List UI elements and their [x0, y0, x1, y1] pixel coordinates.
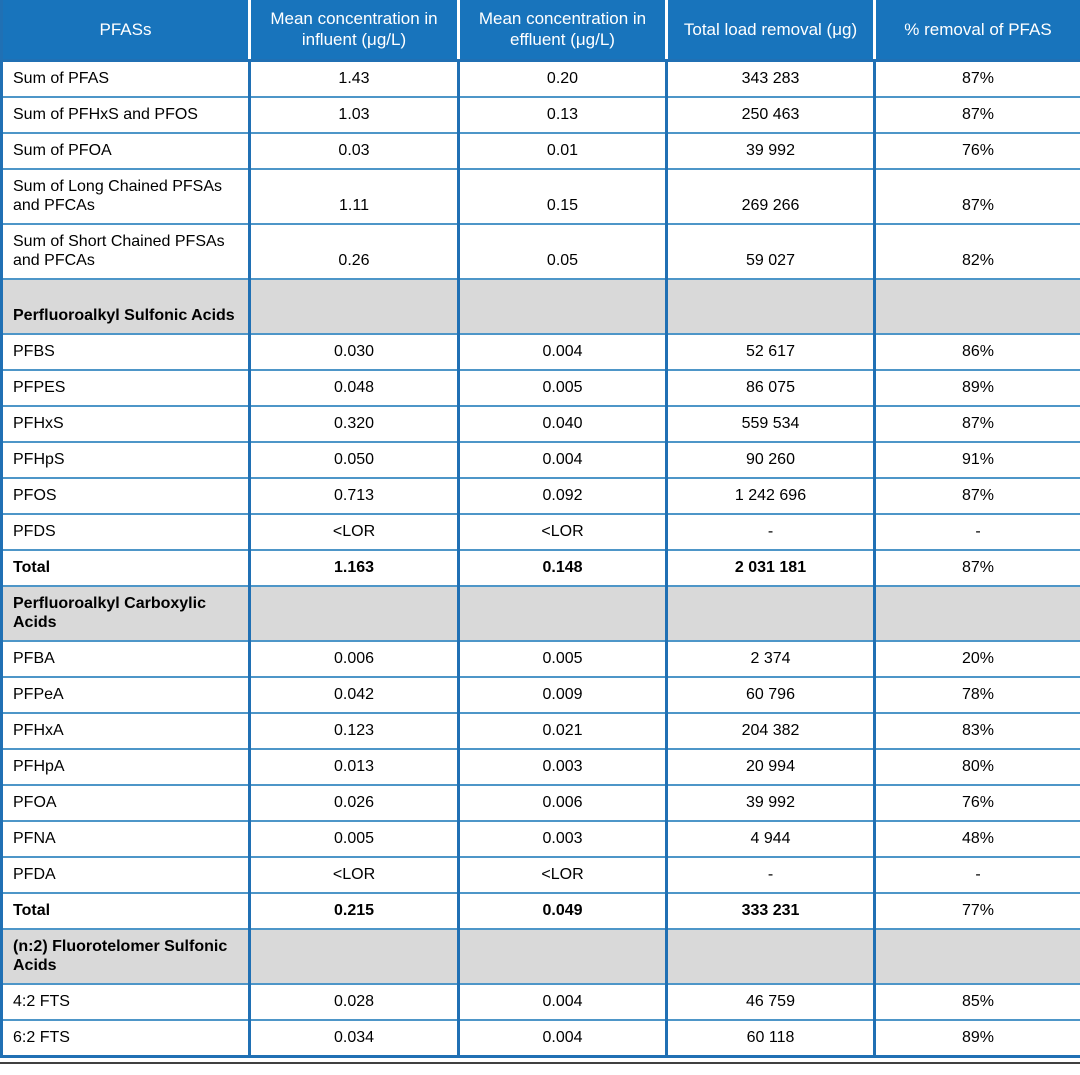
compound-name-cell: Sum of PFAS — [2, 60, 250, 97]
effluent-value-cell: 0.009 — [459, 677, 667, 713]
influent-value-cell — [250, 929, 459, 984]
load-value-cell: 86 075 — [667, 370, 875, 406]
load-value-cell: 90 260 — [667, 442, 875, 478]
section-title-cell: (n:2) Fluorotelomer Sulfonic Acids — [2, 929, 250, 984]
effluent-value-cell: 0.021 — [459, 713, 667, 749]
load-value-cell: 59 027 — [667, 224, 875, 279]
load-value-cell: 39 992 — [667, 785, 875, 821]
removal-value-cell: 78% — [875, 677, 1080, 713]
load-value-cell — [667, 279, 875, 334]
table-row — [2, 334, 1080, 370]
compound-name-cell: PFDA — [2, 857, 250, 893]
effluent-value-cell: 0.004 — [459, 442, 667, 478]
load-value-cell: 333 231 — [667, 893, 875, 929]
table-row — [2, 478, 1080, 514]
table-row — [2, 224, 1080, 279]
load-value-cell: 60 796 — [667, 677, 875, 713]
section-title-cell: Perfluoroalkyl Carboxylic Acids — [2, 586, 250, 641]
effluent-value-cell: 0.003 — [459, 821, 667, 857]
removal-value-cell: - — [875, 514, 1080, 550]
table-body — [2, 60, 1080, 1056]
load-value-cell: 1 242 696 — [667, 478, 875, 514]
compound-name-cell: Sum of Short Chained PFSAs and PFCAs — [2, 224, 250, 279]
load-value-cell: 46 759 — [667, 984, 875, 1020]
effluent-value-cell: 0.005 — [459, 641, 667, 677]
removal-value-cell: 77% — [875, 893, 1080, 929]
influent-value-cell: <LOR — [250, 514, 459, 550]
table-row — [2, 406, 1080, 442]
influent-value-cell: 1.11 — [250, 169, 459, 224]
influent-value-cell: 0.123 — [250, 713, 459, 749]
removal-value-cell: 87% — [875, 478, 1080, 514]
effluent-value-cell: 0.040 — [459, 406, 667, 442]
table-row — [2, 893, 1080, 929]
influent-value-cell — [250, 586, 459, 641]
column-header-percent-removal: % removal of PFAS — [875, 0, 1080, 60]
removal-value-cell: 48% — [875, 821, 1080, 857]
removal-value-cell: 76% — [875, 785, 1080, 821]
influent-value-cell: 0.005 — [250, 821, 459, 857]
table-row — [2, 514, 1080, 550]
removal-value-cell — [875, 929, 1080, 984]
table-row — [2, 60, 1080, 97]
section-title-cell: Perfluoroalkyl Sulfonic Acids — [2, 279, 250, 334]
load-value-cell: 39 992 — [667, 133, 875, 169]
influent-value-cell: 0.030 — [250, 334, 459, 370]
removal-value-cell: 86% — [875, 334, 1080, 370]
load-value-cell: 52 617 — [667, 334, 875, 370]
influent-value-cell: 0.034 — [250, 1020, 459, 1057]
removal-value-cell: - — [875, 857, 1080, 893]
effluent-value-cell: 0.004 — [459, 1020, 667, 1057]
removal-value-cell: 87% — [875, 550, 1080, 586]
influent-value-cell: 0.713 — [250, 478, 459, 514]
influent-value-cell: 0.215 — [250, 893, 459, 929]
removal-value-cell: 76% — [875, 133, 1080, 169]
table-row — [2, 169, 1080, 224]
compound-name-cell: 6:2 FTS — [2, 1020, 250, 1057]
table-row — [2, 984, 1080, 1020]
effluent-value-cell: 0.148 — [459, 550, 667, 586]
table-row — [2, 713, 1080, 749]
compound-name-cell: Sum of PFOA — [2, 133, 250, 169]
influent-value-cell: 0.006 — [250, 641, 459, 677]
load-value-cell: 343 283 — [667, 60, 875, 97]
section-header-row — [2, 279, 1080, 334]
effluent-value-cell — [459, 279, 667, 334]
load-value-cell: 60 118 — [667, 1020, 875, 1057]
table-row — [2, 857, 1080, 893]
influent-value-cell: 0.026 — [250, 785, 459, 821]
load-value-cell: 204 382 — [667, 713, 875, 749]
load-value-cell: 2 374 — [667, 641, 875, 677]
influent-value-cell — [250, 279, 459, 334]
effluent-value-cell: 0.01 — [459, 133, 667, 169]
effluent-value-cell: 0.004 — [459, 984, 667, 1020]
removal-value-cell: 87% — [875, 406, 1080, 442]
influent-value-cell: <LOR — [250, 857, 459, 893]
influent-value-cell: 0.042 — [250, 677, 459, 713]
effluent-value-cell: 0.004 — [459, 334, 667, 370]
removal-value-cell: 89% — [875, 370, 1080, 406]
compound-name-cell: PFDS — [2, 514, 250, 550]
load-value-cell: 2 031 181 — [667, 550, 875, 586]
removal-value-cell: 87% — [875, 60, 1080, 97]
compound-name-cell: Sum of Long Chained PFSAs and PFCAs — [2, 169, 250, 224]
table-row — [2, 133, 1080, 169]
column-header-pfas: PFASs — [2, 0, 250, 60]
influent-value-cell: 0.013 — [250, 749, 459, 785]
removal-value-cell — [875, 279, 1080, 334]
table-row — [2, 821, 1080, 857]
compound-name-cell: PFPeA — [2, 677, 250, 713]
table-row — [2, 442, 1080, 478]
effluent-value-cell: <LOR — [459, 514, 667, 550]
load-value-cell: - — [667, 514, 875, 550]
removal-value-cell: 83% — [875, 713, 1080, 749]
removal-value-cell: 91% — [875, 442, 1080, 478]
influent-value-cell: 1.163 — [250, 550, 459, 586]
influent-value-cell: 0.26 — [250, 224, 459, 279]
effluent-value-cell: 0.006 — [459, 785, 667, 821]
column-header-total-load-removal: Total load removal (μg) — [667, 0, 875, 60]
effluent-value-cell: 0.15 — [459, 169, 667, 224]
effluent-value-cell: 0.049 — [459, 893, 667, 929]
load-value-cell: 559 534 — [667, 406, 875, 442]
effluent-value-cell: 0.092 — [459, 478, 667, 514]
removal-value-cell: 20% — [875, 641, 1080, 677]
effluent-value-cell: 0.20 — [459, 60, 667, 97]
removal-value-cell: 87% — [875, 97, 1080, 133]
effluent-value-cell: <LOR — [459, 857, 667, 893]
load-value-cell: - — [667, 857, 875, 893]
removal-value-cell: 80% — [875, 749, 1080, 785]
load-value-cell: 20 994 — [667, 749, 875, 785]
bottom-rule-divider — [0, 1062, 1080, 1064]
influent-value-cell: 1.03 — [250, 97, 459, 133]
effluent-value-cell: 0.05 — [459, 224, 667, 279]
compound-name-cell: PFBS — [2, 334, 250, 370]
compound-name-cell: Total — [2, 893, 250, 929]
effluent-value-cell — [459, 586, 667, 641]
table-row — [2, 785, 1080, 821]
compound-name-cell: PFHpS — [2, 442, 250, 478]
load-value-cell — [667, 929, 875, 984]
removal-value-cell — [875, 586, 1080, 641]
removal-value-cell: 85% — [875, 984, 1080, 1020]
load-value-cell — [667, 586, 875, 641]
table-row — [2, 677, 1080, 713]
compound-name-cell: PFHxS — [2, 406, 250, 442]
load-value-cell: 250 463 — [667, 97, 875, 133]
table-row — [2, 749, 1080, 785]
compound-name-cell: PFHxA — [2, 713, 250, 749]
compound-name-cell: Sum of PFHxS and PFOS — [2, 97, 250, 133]
compound-name-cell: PFOS — [2, 478, 250, 514]
table-row — [2, 97, 1080, 133]
table-row — [2, 550, 1080, 586]
section-header-row — [2, 929, 1080, 984]
compound-name-cell: PFNA — [2, 821, 250, 857]
effluent-value-cell — [459, 929, 667, 984]
column-header-effluent-concentration: Mean concentration in effluent (μg/L) — [459, 0, 667, 60]
influent-value-cell: 0.028 — [250, 984, 459, 1020]
removal-value-cell: 89% — [875, 1020, 1080, 1057]
load-value-cell: 4 944 — [667, 821, 875, 857]
influent-value-cell: 0.320 — [250, 406, 459, 442]
influent-value-cell: 0.050 — [250, 442, 459, 478]
removal-value-cell: 82% — [875, 224, 1080, 279]
compound-name-cell: Total — [2, 550, 250, 586]
effluent-value-cell: 0.13 — [459, 97, 667, 133]
column-header-influent-concentration: Mean concentration in influent (μg/L) — [250, 0, 459, 60]
influent-value-cell: 0.048 — [250, 370, 459, 406]
effluent-value-cell: 0.003 — [459, 749, 667, 785]
compound-name-cell: PFPES — [2, 370, 250, 406]
influent-value-cell: 1.43 — [250, 60, 459, 97]
section-header-row — [2, 586, 1080, 641]
compound-name-cell: PFHpA — [2, 749, 250, 785]
compound-name-cell: 4:2 FTS — [2, 984, 250, 1020]
table-row — [2, 641, 1080, 677]
table-header-row — [2, 0, 1080, 60]
load-value-cell: 269 266 — [667, 169, 875, 224]
table-row — [2, 1020, 1080, 1057]
influent-value-cell: 0.03 — [250, 133, 459, 169]
removal-value-cell: 87% — [875, 169, 1080, 224]
table-row — [2, 370, 1080, 406]
compound-name-cell: PFOA — [2, 785, 250, 821]
compound-name-cell: PFBA — [2, 641, 250, 677]
effluent-value-cell: 0.005 — [459, 370, 667, 406]
